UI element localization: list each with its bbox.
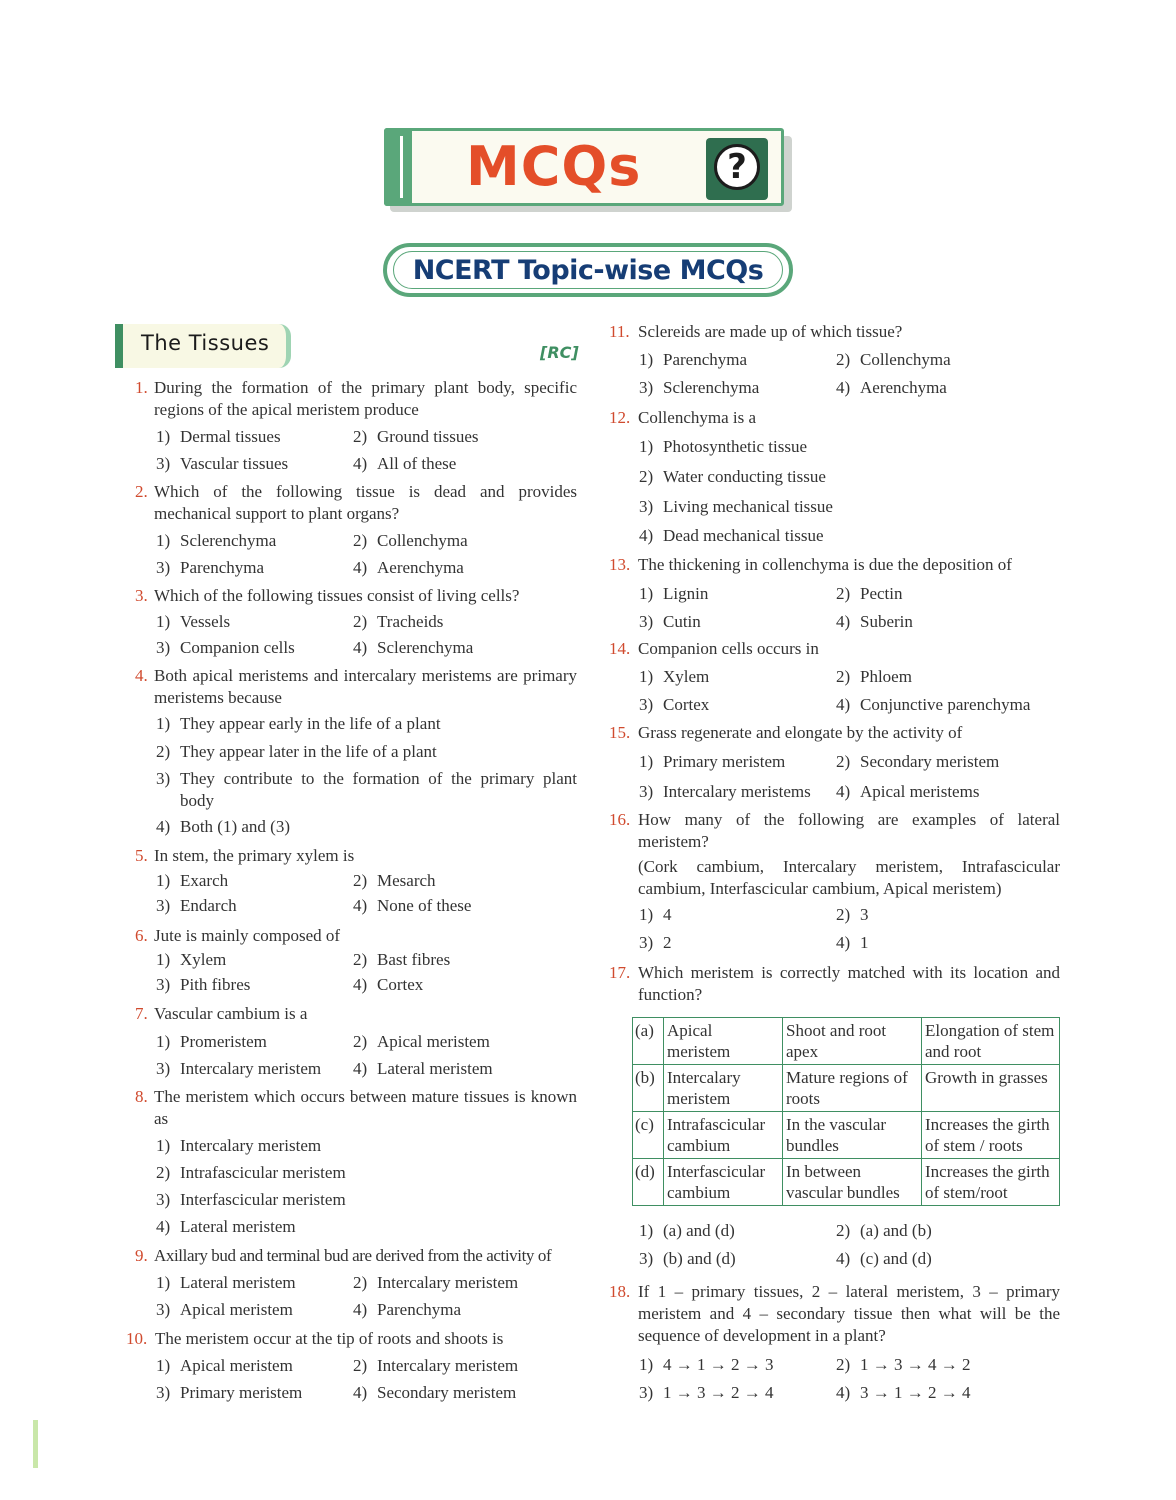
- question-number: 12.: [609, 408, 631, 427]
- table-cell: Intrafascicular cambium: [664, 1112, 783, 1159]
- option: 2) Apical meristem: [353, 1032, 490, 1051]
- option: 2) 3: [836, 905, 869, 924]
- table-cell: (c): [633, 1112, 664, 1159]
- option: 4) Suberin: [836, 612, 913, 631]
- table-cell: In the vascular bundles: [783, 1112, 922, 1159]
- option: 1) Lateral meristem: [156, 1273, 296, 1292]
- option: 4) Aerenchyma: [353, 558, 464, 577]
- question-number: 9.: [135, 1246, 148, 1265]
- question-number: 8.: [135, 1087, 148, 1106]
- question-number: 3.: [135, 586, 148, 605]
- option: 4) Aerenchyma: [836, 378, 947, 397]
- question-text: Vascular cambium is a: [154, 1004, 308, 1023]
- option: 2) Intercalary meristem: [353, 1356, 519, 1375]
- option: 4) (c) and (d): [836, 1249, 932, 1268]
- table-cell: Mature regions of roots: [783, 1065, 922, 1112]
- option: 1) Exarch: [156, 871, 229, 890]
- option: 4) Apical meristems: [836, 782, 980, 801]
- match-table: [632, 1017, 1060, 1206]
- section-tag: [RC]: [540, 343, 579, 362]
- option: 4) Sclerenchyma: [353, 638, 474, 657]
- page-edge-bar: [33, 1420, 38, 1468]
- option: 2) Water conducting tissue: [639, 467, 826, 486]
- option: 1) Vessels: [156, 612, 231, 631]
- question-text: Sclereids are made up of which tissue?: [638, 322, 903, 341]
- option: 1) Xylem: [156, 950, 227, 969]
- option: 4) Conjunctive parenchyma: [836, 695, 1031, 714]
- option: 2) Secondary meristem: [836, 752, 1000, 771]
- option: 3) 2: [639, 933, 672, 952]
- question-number: 15.: [609, 723, 631, 742]
- option: 1) 4 → 1 → 2 → 3: [639, 1355, 774, 1374]
- section-tab: [115, 324, 291, 368]
- table-cell: (d): [633, 1159, 664, 1206]
- option: 1) Photosynthetic tissue: [639, 437, 808, 456]
- table-cell: Elongation of stem and root: [922, 1018, 1060, 1065]
- banner-spine: [384, 128, 412, 206]
- option: 3) Intercalary meristem: [156, 1059, 322, 1078]
- section-title: The Tissues: [141, 331, 270, 355]
- mcqs-banner: [384, 128, 792, 214]
- option: 2) Intrafascicular meristem: [156, 1163, 346, 1182]
- option: 4) Lateral meristem: [156, 1217, 296, 1236]
- option: 3) Endarch: [156, 896, 237, 915]
- table-cell: Increases the girth of stem / roots: [922, 1112, 1060, 1159]
- option: 1) They appear early in the life of a plant: [156, 714, 441, 733]
- spine-line: [400, 136, 403, 198]
- table-row: [633, 1018, 1060, 1065]
- option: 3) Vascular tissues: [156, 454, 289, 473]
- option: 2) Collenchyma: [353, 531, 468, 550]
- question-text: The meristem occur at the tip of roots and shoots is: [155, 1329, 504, 1348]
- option: 3) Companion cells: [156, 638, 295, 657]
- option: 4) 1: [836, 933, 869, 952]
- table-row: [633, 1112, 1060, 1159]
- question-number: 18.: [609, 1282, 631, 1301]
- option: 2) Mesarch: [353, 871, 436, 890]
- question-text: The meristem which occurs between mature tissues is known as: [154, 1087, 577, 1128]
- question-number: 7.: [135, 1004, 148, 1023]
- question-text: Which of the following tissue is dead and provides mechanical support to plant organs?: [154, 482, 577, 523]
- option: 3) Interfascicular meristem: [156, 1190, 346, 1209]
- option: 1) Apical meristem: [156, 1356, 293, 1375]
- table-cell: In between vascular bundles: [783, 1159, 922, 1206]
- option: 4) None of these: [353, 896, 472, 915]
- option: 2) Intercalary meristem: [353, 1273, 519, 1292]
- question-number: 1.: [135, 378, 148, 397]
- question-text: Grass regenerate and elongate by the activity of: [638, 723, 963, 742]
- option: 3) Intercalary meristems: [639, 782, 811, 801]
- option: 3): [156, 769, 171, 788]
- table-cell: Intercalary meristem: [664, 1065, 783, 1112]
- option: 1) Lignin: [639, 584, 709, 603]
- table-cell: Interfascicular cambium: [664, 1159, 783, 1206]
- question-number: 13.: [609, 555, 631, 574]
- table-cell: (b): [633, 1065, 664, 1112]
- option: 4) All of these: [353, 454, 457, 473]
- option: 3) Sclerenchyma: [639, 378, 760, 397]
- option: 3) Cortex: [639, 695, 710, 714]
- question-text: Both apical meristems and intercalary meristems are primary meristems because: [154, 666, 577, 707]
- question-text: If 1 – primary tissues, 2 – lateral meristem, 3 – primary meristem and 4 – secondary tissue then what will be the sequence of development in a plant?: [638, 1282, 1060, 1345]
- question-number: 6.: [135, 926, 148, 945]
- option: 4) Cortex: [353, 975, 424, 994]
- option: 4) Secondary meristem: [353, 1383, 517, 1402]
- option: 3) (b) and (d): [639, 1249, 736, 1268]
- question-number: 10.: [126, 1329, 148, 1348]
- table-cell: Shoot and root apex: [783, 1018, 922, 1065]
- table-cell: (a): [633, 1018, 664, 1065]
- option: 4) Both (1) and (3): [156, 817, 291, 836]
- option: 3) Parenchyma: [156, 558, 265, 577]
- option: 2) Pectin: [836, 584, 903, 603]
- option: 3) Pith fibres: [156, 975, 251, 994]
- question-number: 17.: [609, 963, 631, 982]
- question-number: 16.: [609, 810, 631, 829]
- option: 1) Dermal tissues: [156, 427, 281, 446]
- table-row: [633, 1159, 1060, 1206]
- option: 1) Promeristem: [156, 1032, 267, 1051]
- option: 1) Parenchyma: [639, 350, 748, 369]
- question-text: Which of the following tissues consist of living cells?: [154, 586, 520, 605]
- option-text: They contribute to the formation of the primary plant body: [180, 769, 577, 810]
- option: 2) 1 → 3 → 4 → 2: [836, 1355, 971, 1374]
- option: 3) 1 → 3 → 2 → 4: [639, 1383, 774, 1402]
- option: 4) Dead mechanical tissue: [639, 526, 824, 545]
- question-text: Companion cells occurs in: [638, 639, 819, 658]
- option: 1) Primary meristem: [639, 752, 786, 771]
- option: 1) Intercalary meristem: [156, 1136, 322, 1155]
- option: 2) Ground tissues: [353, 427, 479, 446]
- question-number: 4.: [135, 666, 148, 685]
- option: 1) 4: [639, 905, 672, 924]
- option: 1) Sclerenchyma: [156, 531, 277, 550]
- question-text: Jute is mainly composed of: [154, 926, 341, 945]
- option: 2) They appear later in the life of a plant: [156, 742, 437, 761]
- question-text: Axillary bud and terminal bud are derived from the activity of: [154, 1246, 552, 1265]
- question-number: 2.: [135, 482, 148, 501]
- question-note: (Cork cambium, Intercalary meristem, Intrafascicular cambium, Interfascicular cambium, Apical meristem): [638, 857, 1060, 898]
- table-cell: Growth in grasses: [922, 1065, 1060, 1112]
- table-cell: Apical meristem: [664, 1018, 783, 1065]
- question-text: Collenchyma is a: [638, 408, 757, 427]
- question-mark-icon: [706, 138, 768, 200]
- option: 1) Xylem: [639, 667, 710, 686]
- option: 2) (a) and (b): [836, 1221, 932, 1240]
- option: 4) Lateral meristem: [353, 1059, 493, 1078]
- option: 4) Parenchyma: [353, 1300, 462, 1319]
- option: 3) Apical meristem: [156, 1300, 293, 1319]
- option: 1) (a) and (d): [639, 1221, 735, 1240]
- option: 4) 3 → 1 → 2 → 4: [836, 1383, 971, 1402]
- option: 2) Tracheids: [353, 612, 444, 631]
- option: 2) Bast fibres: [353, 950, 451, 969]
- question-text: In stem, the primary xylem is: [154, 846, 355, 865]
- question-number: 14.: [609, 639, 631, 658]
- table-cell: Increases the girth of stem/root: [922, 1159, 1060, 1206]
- subtitle: NCERT Topic-wise MCQs: [412, 255, 764, 286]
- question-number: 5.: [135, 846, 148, 865]
- subtitle-pill: [383, 243, 793, 297]
- option: 2) Collenchyma: [836, 350, 951, 369]
- question-mark-glyph: ?: [714, 144, 760, 190]
- option: 3) Cutin: [639, 612, 701, 631]
- option: 3) Primary meristem: [156, 1383, 303, 1402]
- table-row: [633, 1065, 1060, 1112]
- question-text: How many of the following are examples of lateral meristem?: [638, 810, 1060, 851]
- option: 3) Living mechanical tissue: [639, 497, 833, 516]
- question-text: During the formation of the primary plant body, specific regions of the apical meristem produce: [154, 378, 577, 419]
- question-text: Which meristem is correctly matched with its location and function?: [638, 963, 1060, 1004]
- question-text: The thickening in collenchyma is due the deposition of: [638, 555, 1012, 574]
- question-number: 11.: [609, 322, 630, 341]
- option: 2) Phloem: [836, 667, 912, 686]
- mcqs-title: MCQs: [466, 135, 642, 198]
